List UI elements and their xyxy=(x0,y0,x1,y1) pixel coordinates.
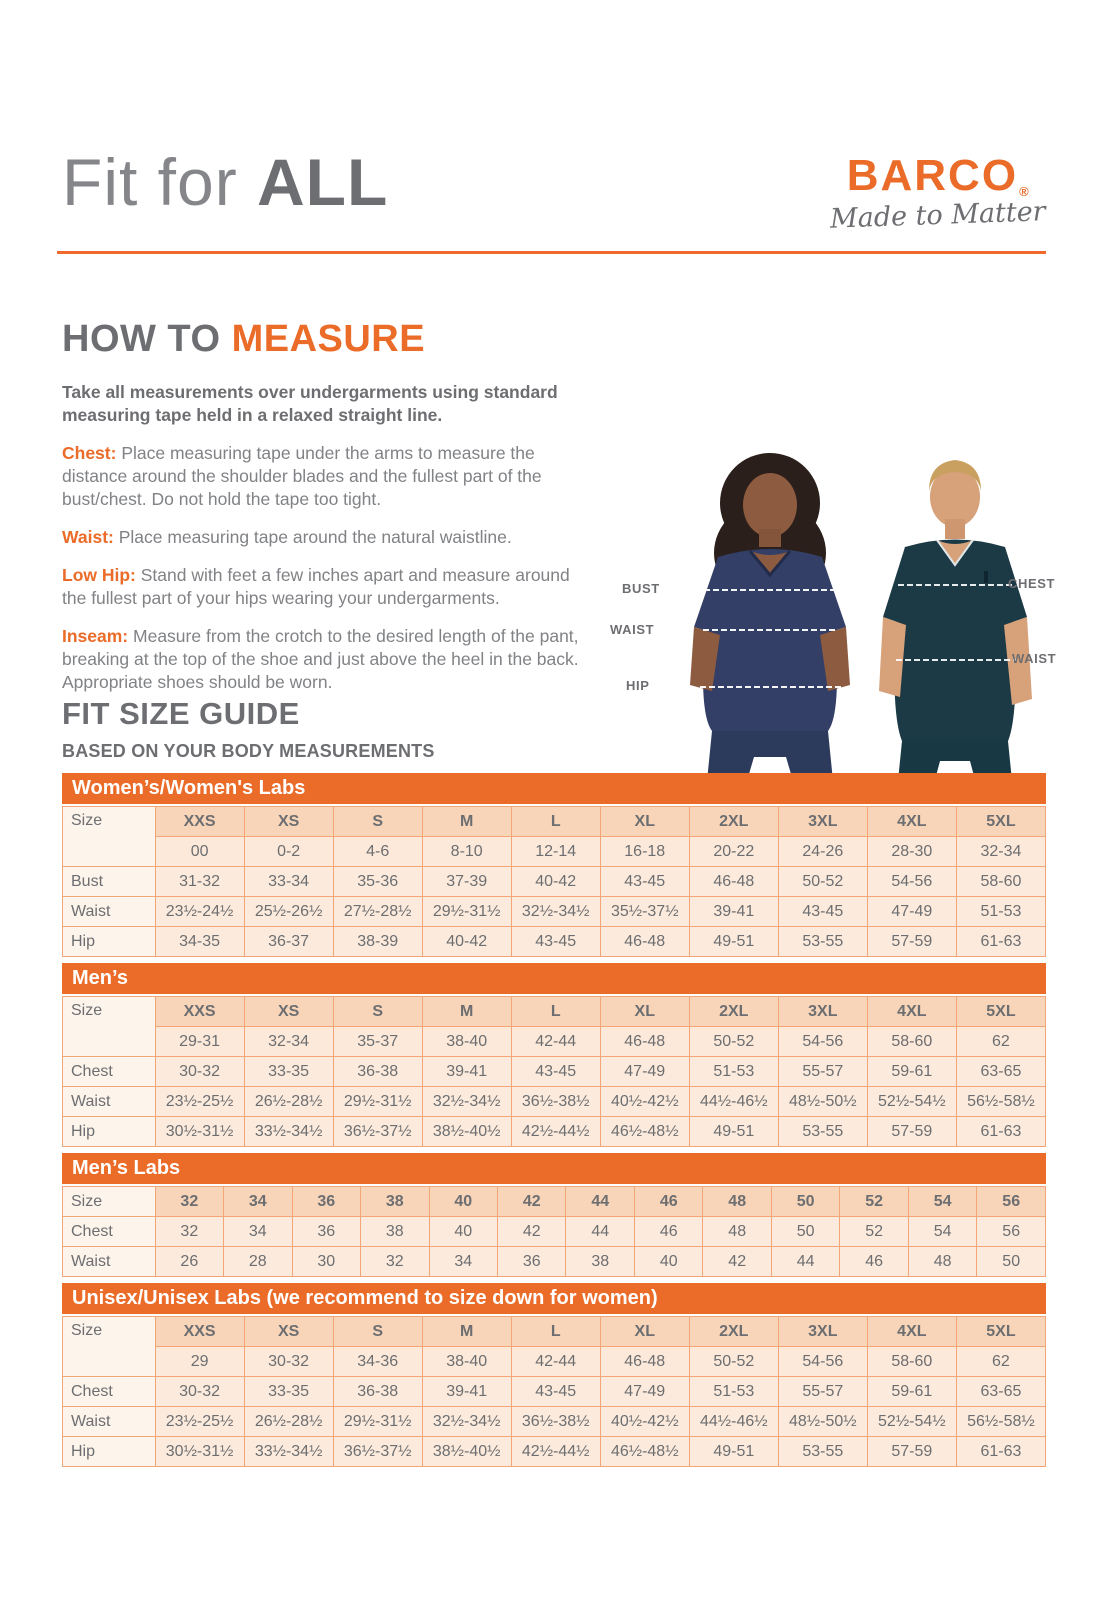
measurement-cell: 55-57 xyxy=(778,1377,867,1407)
size-header-cell: XL xyxy=(600,807,689,837)
numeric-size-cell: 50-52 xyxy=(689,1347,778,1377)
size-header-cell: 54 xyxy=(908,1187,976,1217)
measurement-cell: 56½-58½ xyxy=(956,1407,1045,1437)
measurement-cell: 35-36 xyxy=(333,867,422,897)
size-header-cell: 42 xyxy=(498,1187,566,1217)
measurement-cell: 58-60 xyxy=(956,867,1045,897)
measurement-cell: 40½-42½ xyxy=(600,1407,689,1437)
size-header-cell: XXS xyxy=(155,997,244,1027)
row-label-cell: Waist xyxy=(63,1407,156,1437)
measurement-cell: 57-59 xyxy=(867,927,956,957)
measurement-cell: 40½-42½ xyxy=(600,1087,689,1117)
row-label-cell: Hip xyxy=(63,927,156,957)
row-label-cell: Chest xyxy=(63,1377,156,1407)
measurement-cell: 43-45 xyxy=(511,1057,600,1087)
measurement-cell: 51-53 xyxy=(689,1377,778,1407)
size-header-cell: S xyxy=(333,997,422,1027)
measure-item-label: Waist: xyxy=(62,526,114,547)
measurement-cell: 29½-31½ xyxy=(333,1087,422,1117)
numeric-size-cell: 32-34 xyxy=(244,1027,333,1057)
measurement-cell: 42 xyxy=(703,1247,771,1277)
measurement-cell: 34 xyxy=(429,1247,497,1277)
table-row xyxy=(63,1027,1046,1057)
measurement-cell: 36-38 xyxy=(333,1057,422,1087)
measurement-cell: 59-61 xyxy=(867,1377,956,1407)
size-table xyxy=(62,1186,1046,1277)
size-table xyxy=(62,996,1046,1147)
size-header-cell: M xyxy=(422,1317,511,1347)
measurement-cell: 29½-31½ xyxy=(333,1407,422,1437)
hip-label: HIP xyxy=(626,678,650,693)
size-header-cell: 40 xyxy=(429,1187,497,1217)
measurement-cell: 25½-26½ xyxy=(244,897,333,927)
size-header-cell: XL xyxy=(600,1317,689,1347)
measurement-cell: 42½-44½ xyxy=(511,1437,600,1467)
measurement-cell: 44½-46½ xyxy=(689,1407,778,1437)
numeric-size-cell: 38-40 xyxy=(422,1347,511,1377)
measurement-cell: 38½-40½ xyxy=(422,1117,511,1147)
measurement-cell: 38 xyxy=(361,1217,429,1247)
numeric-size-cell: 34-36 xyxy=(333,1347,422,1377)
size-header-cell: 4XL xyxy=(867,1317,956,1347)
measurement-cell: 44½-46½ xyxy=(689,1087,778,1117)
measurement-cell: 43-45 xyxy=(511,927,600,957)
measurement-cell: 32 xyxy=(361,1247,429,1277)
measurement-cell: 36½-38½ xyxy=(511,1087,600,1117)
page-title xyxy=(62,145,389,219)
numeric-size-cell: 58-60 xyxy=(867,1027,956,1057)
measurement-cell: 44 xyxy=(566,1217,634,1247)
brand-name xyxy=(830,151,1046,200)
row-label-cell: Chest xyxy=(63,1057,156,1087)
registered-mark: ® xyxy=(1019,184,1031,199)
measurement-cell: 33½-34½ xyxy=(244,1437,333,1467)
row-label-cell: Size xyxy=(63,1187,156,1217)
numeric-size-cell: 38-40 xyxy=(422,1027,511,1057)
size-header-cell: XL xyxy=(600,997,689,1027)
table-row xyxy=(63,1247,1046,1277)
size-header-cell: 2XL xyxy=(689,997,778,1027)
table-title-bar: Men’s xyxy=(62,963,1046,994)
size-header-cell: 34 xyxy=(224,1187,292,1217)
size-header-cell: 38 xyxy=(361,1187,429,1217)
measurement-cell: 37-39 xyxy=(422,867,511,897)
measurement-cell: 50 xyxy=(771,1217,839,1247)
measurement-cell: 52½-54½ xyxy=(867,1407,956,1437)
measurement-cell: 54 xyxy=(908,1217,976,1247)
numeric-size-cell: 50-52 xyxy=(689,1027,778,1057)
size-header-cell: 46 xyxy=(634,1187,702,1217)
row-label-cell: Size xyxy=(63,807,156,867)
measurement-cell: 27½-28½ xyxy=(333,897,422,927)
measurement-cell: 30-32 xyxy=(155,1377,244,1407)
numeric-size-cell: 54-56 xyxy=(778,1027,867,1057)
measurement-cell: 50 xyxy=(977,1247,1046,1277)
table-row xyxy=(63,1217,1046,1247)
table-row xyxy=(63,1117,1046,1147)
table-row xyxy=(63,997,1046,1027)
measure-item-label: Low Hip: xyxy=(62,564,136,585)
numeric-size-cell: 62 xyxy=(956,1347,1045,1377)
brand-logo xyxy=(829,151,1047,235)
measurement-cell: 44 xyxy=(771,1247,839,1277)
size-header-cell: L xyxy=(511,997,600,1027)
numeric-size-cell: 35-37 xyxy=(333,1027,422,1057)
measurement-cell: 57-59 xyxy=(867,1117,956,1147)
measurement-cell: 36½-37½ xyxy=(333,1117,422,1147)
measurement-cell: 42 xyxy=(498,1217,566,1247)
size-header-cell: 5XL xyxy=(956,997,1045,1027)
measurement-cell: 23½-25½ xyxy=(155,1407,244,1437)
measurement-cell: 39-41 xyxy=(422,1377,511,1407)
measurement-cell: 49-51 xyxy=(689,1437,778,1467)
measurement-cell: 28 xyxy=(224,1247,292,1277)
measurement-cell: 39-41 xyxy=(422,1057,511,1087)
measurement-cell: 33-35 xyxy=(244,1057,333,1087)
measurement-cell: 36 xyxy=(292,1217,360,1247)
size-header-cell: 4XL xyxy=(867,997,956,1027)
measurement-cell: 40-42 xyxy=(422,927,511,957)
measurement-cell: 26 xyxy=(155,1247,223,1277)
measurement-cell: 59-61 xyxy=(867,1057,956,1087)
measurement-cell: 36 xyxy=(498,1247,566,1277)
size-header-cell: XS xyxy=(244,997,333,1027)
numeric-size-cell: 62 xyxy=(956,1027,1045,1057)
size-header-cell: XXS xyxy=(155,807,244,837)
measurement-cell: 33½-34½ xyxy=(244,1117,333,1147)
numeric-size-cell: 28-30 xyxy=(867,837,956,867)
waist-label-right: WAIST xyxy=(1012,651,1057,666)
page-title-light: Fit for xyxy=(62,145,258,219)
size-header-cell: L xyxy=(511,807,600,837)
table-row xyxy=(63,1377,1046,1407)
numeric-size-cell: 42-44 xyxy=(511,1347,600,1377)
measurement-cell: 38½-40½ xyxy=(422,1437,511,1467)
measurement-cell: 55-57 xyxy=(778,1057,867,1087)
measurement-cell: 61-63 xyxy=(956,1437,1045,1467)
measurement-cell: 30 xyxy=(292,1247,360,1277)
page-header xyxy=(62,145,1047,235)
numeric-size-cell: 58-60 xyxy=(867,1347,956,1377)
size-header-cell: M xyxy=(422,807,511,837)
size-header-cell: XS xyxy=(244,807,333,837)
row-label-cell: Waist xyxy=(63,1087,156,1117)
numeric-size-cell: 8-10 xyxy=(422,837,511,867)
measurement-cell: 40 xyxy=(634,1247,702,1277)
size-table xyxy=(62,1316,1046,1467)
size-header-cell: 50 xyxy=(771,1187,839,1217)
size-header-cell: 56 xyxy=(977,1187,1046,1217)
table-title-bar: Women’s/Women's Labs xyxy=(62,773,1046,804)
measurement-cell: 56 xyxy=(977,1217,1046,1247)
measurement-cell: 38 xyxy=(566,1247,634,1277)
measurement-cell: 48½-50½ xyxy=(778,1087,867,1117)
brand-tagline: Made to Matter xyxy=(829,196,1047,235)
row-label-cell: Hip xyxy=(63,1117,156,1147)
measure-item: Inseam: Measure from the crotch to the desired length of the pant, breaking at the top of the shoe and just above the heel in the back. Appropriate shoes should be worn. xyxy=(62,626,579,693)
how-to-measure-section xyxy=(62,318,590,694)
size-header-cell: 36 xyxy=(292,1187,360,1217)
table-row xyxy=(63,867,1046,897)
measurement-cell: 33-34 xyxy=(244,867,333,897)
measurement-cell: 32½-34½ xyxy=(511,897,600,927)
measurement-cell: 33-35 xyxy=(244,1377,333,1407)
heading-orange-part: MEASURE xyxy=(231,318,426,360)
measurement-cell: 32 xyxy=(155,1217,223,1247)
measurement-cell: 43-45 xyxy=(600,867,689,897)
waist-label-left: WAIST xyxy=(610,622,655,637)
size-header-cell: 32 xyxy=(155,1187,223,1217)
measurement-cell: 40 xyxy=(429,1217,497,1247)
measure-item: Waist: Place measuring tape around the natural waistline. xyxy=(62,526,512,547)
numeric-size-cell: 46-48 xyxy=(600,1027,689,1057)
measurement-cell: 61-63 xyxy=(956,927,1045,957)
size-header-cell: XXS xyxy=(155,1317,244,1347)
measurement-cell: 23½-25½ xyxy=(155,1087,244,1117)
measurement-cell: 46-48 xyxy=(600,927,689,957)
numeric-size-cell: 24-26 xyxy=(778,837,867,867)
bust-label: BUST xyxy=(622,581,660,596)
size-header-cell: S xyxy=(333,1317,422,1347)
measurement-cell: 52 xyxy=(840,1217,908,1247)
measurement-cell: 43-45 xyxy=(778,897,867,927)
numeric-size-cell: 16-18 xyxy=(600,837,689,867)
size-header-cell: 3XL xyxy=(778,997,867,1027)
size-header-cell: M xyxy=(422,997,511,1027)
measurement-cell: 30-32 xyxy=(155,1057,244,1087)
measurement-cell: 32½-34½ xyxy=(422,1407,511,1437)
measurement-cell: 56½-58½ xyxy=(956,1087,1045,1117)
measurement-cell: 36-38 xyxy=(333,1377,422,1407)
size-header-cell: S xyxy=(333,807,422,837)
measurement-cell: 35½-37½ xyxy=(600,897,689,927)
table-row xyxy=(63,1087,1046,1117)
size-header-cell: 3XL xyxy=(778,1317,867,1347)
table-row xyxy=(63,837,1046,867)
measurement-cell: 47-49 xyxy=(600,1057,689,1087)
size-header-cell: 4XL xyxy=(867,807,956,837)
measurement-cell: 47-49 xyxy=(600,1377,689,1407)
size-table-section xyxy=(62,963,1046,1147)
row-label-cell: Size xyxy=(63,1317,156,1377)
measure-item-label: Chest: xyxy=(62,442,117,463)
size-table-section xyxy=(62,1283,1046,1467)
table-row xyxy=(63,1317,1046,1347)
row-label-cell: Hip xyxy=(63,1437,156,1467)
measurement-cell: 34 xyxy=(224,1217,292,1247)
measurement-cell: 40-42 xyxy=(511,867,600,897)
numeric-size-cell: 12-14 xyxy=(511,837,600,867)
measurement-cell: 38-39 xyxy=(333,927,422,957)
table-row xyxy=(63,807,1046,837)
measurement-cell: 30½-31½ xyxy=(155,1117,244,1147)
table-row xyxy=(63,1407,1046,1437)
measurement-cell: 46½-48½ xyxy=(600,1437,689,1467)
fit-size-guide-section xyxy=(62,696,1046,1467)
row-label-cell: Bust xyxy=(63,867,156,897)
measure-item-label: Inseam: xyxy=(62,626,129,647)
measurement-cell: 42½-44½ xyxy=(511,1117,600,1147)
measurement-cell: 53-55 xyxy=(778,1117,867,1147)
measure-item: Low Hip: Stand with feet a few inches apart and measure around the fullest part of your hips wearing your undergarments. xyxy=(62,564,570,608)
chest-label: CHEST xyxy=(1008,576,1056,591)
table-row xyxy=(63,1347,1046,1377)
size-header-cell: 52 xyxy=(840,1187,908,1217)
numeric-size-cell: 20-22 xyxy=(689,837,778,867)
table-row xyxy=(63,1057,1046,1087)
numeric-size-cell: 30-32 xyxy=(244,1347,333,1377)
fit-size-guide-heading: FIT SIZE GUIDE xyxy=(62,696,300,731)
table-title-bar: Unisex/Unisex Labs (we recommend to size down for women) xyxy=(62,1283,1046,1314)
size-header-cell: 5XL xyxy=(956,807,1045,837)
measurement-cell: 36½-38½ xyxy=(511,1407,600,1437)
size-header-cell: 2XL xyxy=(689,1317,778,1347)
size-header-cell: 3XL xyxy=(778,807,867,837)
measurement-cell: 54-56 xyxy=(867,867,956,897)
measurement-cell: 53-55 xyxy=(778,1437,867,1467)
measurement-cell: 26½-28½ xyxy=(244,1087,333,1117)
measurement-cell: 36½-37½ xyxy=(333,1437,422,1467)
numeric-size-cell: 42-44 xyxy=(511,1027,600,1057)
measurement-cell: 48 xyxy=(908,1247,976,1277)
measurement-cell: 53-55 xyxy=(778,927,867,957)
measurement-cell: 51-53 xyxy=(956,897,1045,927)
measurement-cell: 23½-24½ xyxy=(155,897,244,927)
measurement-cell: 57-59 xyxy=(867,1437,956,1467)
size-header-cell: 2XL xyxy=(689,807,778,837)
measurement-cell: 48 xyxy=(703,1217,771,1247)
measurement-cell: 46½-48½ xyxy=(600,1117,689,1147)
row-label-cell: Size xyxy=(63,997,156,1057)
size-header-cell: 48 xyxy=(703,1187,771,1217)
measurement-cell: 49-51 xyxy=(689,927,778,957)
size-table-section xyxy=(62,773,1046,957)
measurement-cell: 29½-31½ xyxy=(422,897,511,927)
measurement-cell: 63-65 xyxy=(956,1377,1045,1407)
measurement-cell: 39-41 xyxy=(689,897,778,927)
measurement-cell: 31-32 xyxy=(155,867,244,897)
measurement-cell: 52½-54½ xyxy=(867,1087,956,1117)
size-header-cell: L xyxy=(511,1317,600,1347)
measurement-cell: 63-65 xyxy=(956,1057,1045,1087)
size-header-cell: 5XL xyxy=(956,1317,1045,1347)
measurement-cell: 30½-31½ xyxy=(155,1437,244,1467)
row-label-cell: Waist xyxy=(63,897,156,927)
numeric-size-cell: 4-6 xyxy=(333,837,422,867)
numeric-size-cell: 29-31 xyxy=(155,1027,244,1057)
measurement-cell: 36-37 xyxy=(244,927,333,957)
table-title-bar: Men’s Labs xyxy=(62,1153,1046,1184)
table-row xyxy=(63,1187,1046,1217)
size-header-cell: XS xyxy=(244,1317,333,1347)
measure-intro: Take all measurements over undergarments using standard measuring tape held in a relaxed straight line. xyxy=(62,382,558,425)
numeric-size-cell: 0-2 xyxy=(244,837,333,867)
heading-gray-part: HOW TO xyxy=(62,318,232,360)
table-row xyxy=(63,1437,1046,1467)
row-label-cell: Waist xyxy=(63,1247,156,1277)
numeric-size-cell: 00 xyxy=(155,837,244,867)
measurement-cell: 46 xyxy=(634,1217,702,1247)
measurement-cell: 46 xyxy=(840,1247,908,1277)
numeric-size-cell: 29 xyxy=(155,1347,244,1377)
table-row xyxy=(63,897,1046,927)
numeric-size-cell: 32-34 xyxy=(956,837,1045,867)
brand-wordmark: BARCO xyxy=(846,151,1019,200)
measurement-cell: 47-49 xyxy=(867,897,956,927)
table-row xyxy=(63,927,1046,957)
measure-item: Chest: Place measuring tape under the arms to measure the distance around the shoulder blades and the fullest part of the bust/chest. Do not hold the tape too tight. xyxy=(62,442,542,509)
measurement-cell: 50-52 xyxy=(778,867,867,897)
measure-items xyxy=(62,442,590,695)
page-title-bold: ALL xyxy=(257,145,389,219)
measurement-cell: 48½-50½ xyxy=(778,1407,867,1437)
size-table-section xyxy=(62,1153,1046,1277)
measurement-cell: 49-51 xyxy=(689,1117,778,1147)
numeric-size-cell: 54-56 xyxy=(778,1347,867,1377)
measurement-cell: 51-53 xyxy=(689,1057,778,1087)
measurement-cell: 32½-34½ xyxy=(422,1087,511,1117)
header-divider xyxy=(57,251,1046,254)
size-header-cell: 44 xyxy=(566,1187,634,1217)
measurement-cell: 46-48 xyxy=(689,867,778,897)
numeric-size-cell: 46-48 xyxy=(600,1347,689,1377)
size-tables xyxy=(62,773,1046,1467)
measurement-cell: 43-45 xyxy=(511,1377,600,1407)
measurement-cell: 34-35 xyxy=(155,927,244,957)
how-to-measure-heading xyxy=(62,318,590,361)
measurement-cell: 26½-28½ xyxy=(244,1407,333,1437)
row-label-cell: Chest xyxy=(63,1217,156,1247)
size-table xyxy=(62,806,1046,957)
measurement-cell: 61-63 xyxy=(956,1117,1045,1147)
fit-size-guide-subheading: BASED ON YOUR BODY MEASUREMENTS xyxy=(62,741,435,761)
